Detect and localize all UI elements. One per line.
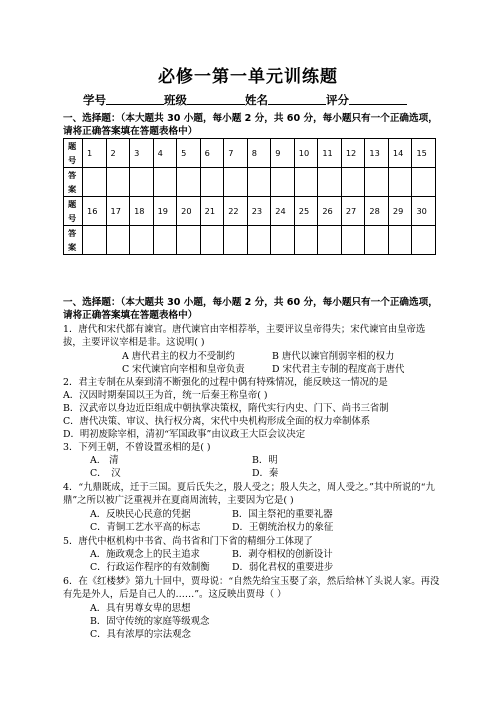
score-label: 评分 [326,93,349,107]
answer-cell[interactable] [247,168,271,197]
question-number-cell: 10 [294,139,318,168]
student-info-line [83,92,407,108]
question-number-cell: 28 [365,197,389,226]
name-label: 姓名 [245,93,268,107]
answer-cell[interactable] [388,226,412,255]
question-number-cell: 7 [224,139,248,168]
question-number-header: 题号 [64,197,83,226]
question-1-option-c[interactable]: C 宋代谏官向宰相和皇帝负责 [122,364,245,375]
question-3-stem: 3．下列王朝，不曾设置丞相的是( ) [63,442,211,453]
answer-cell[interactable] [177,226,201,255]
question-1-option-b[interactable]: B 唐代以谏官削弱宰相的权力 [272,351,395,362]
question-2-option-d[interactable]: D．明初废除宰相，清初“军国政事”由议政王大臣会议决定 [63,429,306,440]
answer-table-number-row-1 [64,139,436,168]
question-number-cell: 13 [365,139,389,168]
question-number-cell: 3 [130,139,154,168]
question-2-stem: 2．君主专制在从秦到清不断强化的过程中偶有特殊情况，能反映这一情况的是 [63,377,388,388]
answer-table-answer-row-2 [64,226,436,255]
answer-cell[interactable] [106,226,130,255]
question-4-option-b[interactable]: B．国主祭祀的重要礼器 [232,509,333,520]
name-blank[interactable] [268,93,326,105]
question-number-cell: 25 [294,197,318,226]
question-5-option-b[interactable]: B．剥夺相权的创新设计 [232,549,333,560]
question-number-cell: 29 [388,197,412,226]
answer-cell[interactable] [294,168,318,197]
question-5-stem: 5．唐代中枢机构中书省、尚书省和门下省的精细分工体现了 [63,536,313,547]
answer-cell[interactable] [153,226,177,255]
question-number-cell: 1 [83,139,107,168]
answer-cell[interactable] [365,168,389,197]
question-1-option-a[interactable]: A 唐代君主的权力不受制约 [122,351,235,362]
answer-cell[interactable] [224,168,248,197]
score-blank[interactable] [349,93,407,105]
student-id-label: 学号 [83,93,106,107]
answer-cell[interactable] [224,226,248,255]
question-number-cell: 26 [318,197,342,226]
question-number-cell: 4 [153,139,177,168]
question-5-option-a[interactable]: A．施政观念上的民主追求 [90,549,200,560]
question-4-option-a[interactable]: A．反映民心民意的凭据 [90,509,191,520]
answer-cell[interactable] [412,168,436,197]
student-id-blank[interactable] [106,93,164,105]
question-number-cell: 22 [224,197,248,226]
class-label: 班级 [164,93,187,107]
question-3-option-d[interactable]: D．秦 [252,468,279,479]
question-number-cell: 23 [247,197,271,226]
question-number-cell: 21 [200,197,224,226]
answer-header: 答案 [64,168,83,197]
page-title: 必修一第一单元训练题 [158,67,338,87]
question-number-cell: 27 [341,197,365,226]
question-6-stem: 6．在《红楼梦》第九十回中，贾母说：“自然先给宝玉娶了亲，然后给林丫头说人家。再没有先是外人，后是自己人的……”。这反映出贾母（ ） [63,576,440,601]
question-number-cell: 11 [318,139,342,168]
answer-cell[interactable] [106,168,130,197]
answer-cell[interactable] [130,226,154,255]
answer-cell[interactable] [294,226,318,255]
question-number-header: 题号 [64,139,83,168]
answer-cell[interactable] [177,168,201,197]
question-4-stem: 4．“九鼎既成，迁于三国。夏后氏失之，殷人受之；殷人失之，周人受之。”其中所说的“九鼎”之所以被广泛重视并在夏商周流转，主要因为它是( ) [63,482,435,507]
answer-header: 答案 [64,226,83,255]
question-number-cell: 8 [247,139,271,168]
question-4-option-c[interactable]: C．青铜工艺水平高的标志 [90,522,201,533]
question-number-cell: 20 [177,197,201,226]
question-3-option-b[interactable]: B．明 [252,455,278,466]
question-3-option-a[interactable]: A. 清 [90,455,119,466]
answer-cell[interactable] [271,226,295,255]
answer-cell[interactable] [271,168,295,197]
question-number-cell: 30 [412,197,436,226]
question-number-cell: 6 [200,139,224,168]
question-1-option-d[interactable]: D 宋代君主专制的程度高于唐代 [272,364,405,375]
question-number-cell: 12 [341,139,365,168]
question-2-option-b[interactable]: B．汉武帝以身边近臣组成中朝执掌决策权，隋代实行内史、门下、尚书三省制 [63,403,389,414]
answer-cell[interactable] [83,226,107,255]
question-number-cell: 15 [412,139,436,168]
question-number-cell: 24 [271,197,295,226]
question-6-option-c[interactable]: C．具有浓厚的宗法观念 [90,629,191,640]
question-number-cell: 2 [106,139,130,168]
answer-cell[interactable] [341,226,365,255]
answer-cell[interactable] [200,226,224,255]
question-number-cell: 16 [83,197,107,226]
answer-cell[interactable] [412,226,436,255]
answer-cell[interactable] [388,168,412,197]
question-6-option-b[interactable]: B．固守传统的家庭等级观念 [90,616,210,627]
answer-cell[interactable] [365,226,389,255]
question-number-cell: 5 [177,139,201,168]
section-heading-bottom: 一、选择题：（本大题共 30 小题，每小题 2 分，共 60 分，每小题只有一个正确选项，请将正确答案填在答题表格中） [63,297,438,321]
class-blank[interactable] [187,93,245,105]
answer-cell[interactable] [318,226,342,255]
question-2-option-c[interactable]: C．唐代决策、审议、执行权分离，宋代中央机构形成全面的权力牵制体系 [63,416,371,427]
answer-cell[interactable] [247,226,271,255]
question-2-option-a[interactable]: A．汉因时期秦国以王为首，统一后秦王称皇帝( ) [63,390,268,401]
answer-cell[interactable] [83,168,107,197]
question-6-option-a[interactable]: A．具有男尊女卑的思想 [90,603,191,614]
question-number-cell: 14 [388,139,412,168]
question-number-cell: 17 [106,197,130,226]
question-number-cell: 19 [153,197,177,226]
answer-cell[interactable] [130,168,154,197]
question-number-cell: 9 [271,139,295,168]
answer-cell[interactable] [153,168,177,197]
question-number-cell: 18 [130,197,154,226]
answer-cell[interactable] [318,168,342,197]
question-4-option-d[interactable]: D．王朝统治权力的象征 [232,522,334,533]
answer-table [63,138,436,255]
question-3-option-c[interactable]: C． 汉 [90,468,121,479]
answer-cell[interactable] [341,168,365,197]
answer-cell[interactable] [200,168,224,197]
question-1-stem: 1．唐代和宋代都有谏官。唐代谏官由宰相荐举，主要评议皇帝得失；宋代谏官由皇帝选拔，主要评议宰相是非。这说明( ) [63,324,426,349]
answer-table-number-row-2 [64,197,436,226]
section-heading-top: 一、选择题：（本大题共 30 小题，每小题 2 分，共 60 分，每小题只有一个正确选项，请将正确答案填在答题表格中） [63,113,438,137]
question-5-option-c[interactable]: C．行政运作程序的有效制衡 [90,562,210,573]
question-5-option-d[interactable]: D．弱化君权的重要进步 [232,562,334,573]
answer-table-answer-row-1 [64,168,436,197]
